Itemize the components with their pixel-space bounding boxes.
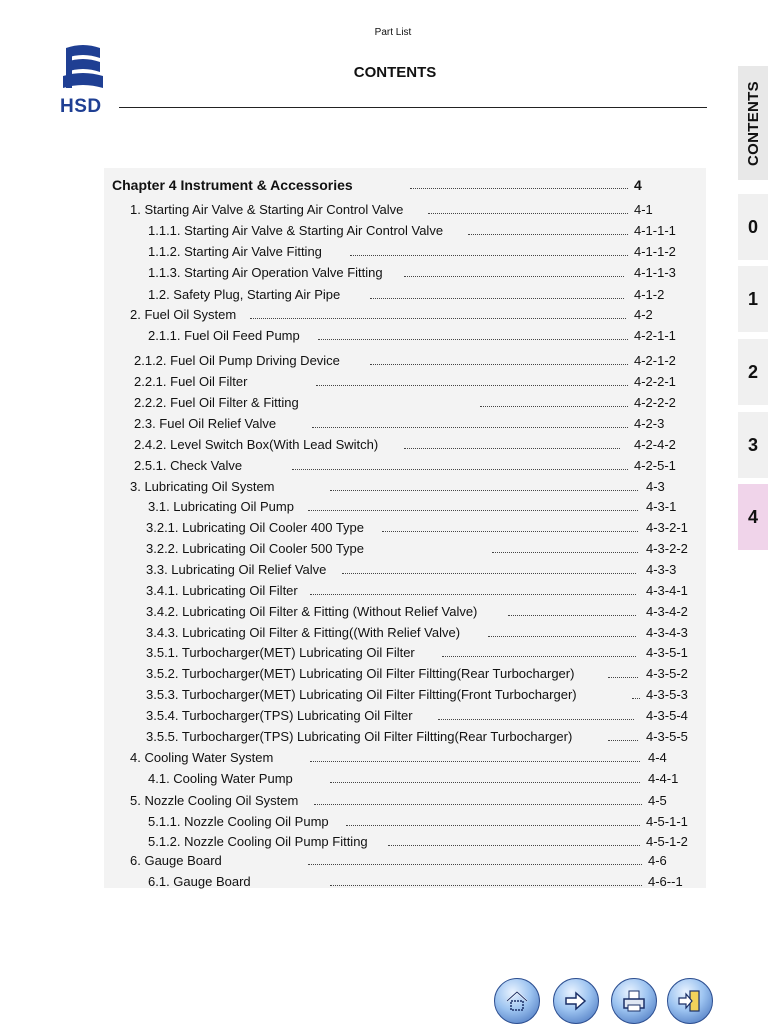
tab-0[interactable] [738,194,768,260]
home-icon [503,987,531,1015]
toc-item[interactable] [146,583,691,601]
logo-text: HSD [60,96,102,117]
tab-label: 4 [747,506,758,527]
toc-label: 3.2.2. Lubricating Oil Cooler 500 Type [146,541,365,556]
toc-item[interactable] [146,666,691,684]
toc-page: 4-1-1-3 [634,265,676,280]
toc-page: 4-1 [634,202,653,217]
toc-page: 4-3-1 [646,499,677,514]
toc-leader [404,265,624,277]
toc-item[interactable] [148,244,693,262]
toc-leader [292,458,628,470]
toc-page: 4-6 [648,853,667,868]
toc-label: 2.1.2. Fuel Oil Pump Driving Device [134,353,340,368]
toc-item[interactable] [148,265,693,283]
exit-button[interactable] [667,978,713,1024]
toc-label: 3.3. Lubricating Oil Relief Valve [146,562,327,577]
toc-leader [404,437,620,449]
toc-leader [308,499,638,511]
toc-leader [480,395,628,407]
toc-page: 4-5-1-2 [646,834,688,849]
toc-leader [410,177,628,189]
toc-label: 6.1. Gauge Board [148,874,251,889]
toc-leader [428,202,628,214]
toc-label: 5.1.2. Nozzle Cooling Oil Pump Fitting [148,834,368,849]
toc-leader [438,708,634,720]
toc-page: 4-2-1-1 [634,328,676,343]
tab-label: 0 [747,216,758,237]
home-button[interactable] [494,978,540,1024]
toc-label: 5.1.1. Nozzle Cooling Oil Pump [148,814,329,829]
toc-page: 4-3-5-3 [646,687,688,702]
toc-item[interactable] [148,223,693,241]
toc-page: 4-3 [646,479,665,494]
toc-leader [314,793,642,805]
tab-1[interactable] [738,266,768,332]
next-button[interactable] [553,978,599,1024]
toc-leader [318,328,628,340]
toc-leader [350,244,628,256]
toc-leader [250,307,626,319]
toc-item[interactable] [148,874,693,892]
toc-item[interactable] [146,541,691,559]
toc-item[interactable] [148,328,693,346]
toc-page: 4-4-1 [648,771,679,786]
toc-page: 4-3-4-2 [646,604,688,619]
toc-leader [488,625,636,637]
toc-label: 3.5.3. Turbocharger(MET) Lubricating Oil Filter Filtting(Front Turbocharger) [146,687,577,702]
toc-label: 3.5.5. Turbocharger(TPS) Lubricating Oil Filter Filtting(Rear Turbocharger) [146,729,573,744]
toc-page: 4-3-5-1 [646,645,688,660]
tab-label: 2 [747,361,758,382]
toc-label: 6. Gauge Board [130,853,222,868]
toc-item[interactable] [146,520,691,538]
toc-leader [442,645,636,657]
tab-contents[interactable] [738,66,768,180]
toc-page: 4-3-4-3 [646,625,688,640]
toc-item[interactable] [146,687,691,705]
toc-item[interactable] [148,499,693,517]
toc-item[interactable] [146,729,691,747]
toc-page: 4-3-5-4 [646,708,688,723]
toc-page: 4-2-3 [634,416,665,431]
toc-page: 4-3-2-1 [646,520,688,535]
toc-item[interactable] [130,202,660,220]
next-icon [562,987,590,1015]
toc-item[interactable] [130,750,690,768]
toc-leader [308,853,642,865]
toc-leader [608,666,638,678]
toc-label: 3.5.4. Turbocharger(TPS) Lubricating Oil Filter [146,708,413,723]
toc-leader [632,687,640,699]
page-title: CONTENTS [353,64,437,81]
toc-label: 2.5.1. Check Valve [134,458,243,473]
exit-icon [676,987,704,1015]
toc-page: 4-2-4-2 [634,437,676,452]
toc-item[interactable] [134,458,694,476]
toc-label: 3.2.1. Lubricating Oil Cooler 400 Type [146,520,365,535]
toc-leader [310,750,640,762]
tab-4[interactable] [738,484,768,550]
toc-label: 1.1.2. Starting Air Valve Fitting [148,244,322,259]
toc-label: 2.1.1. Fuel Oil Feed Pump [148,328,300,343]
toc-label: 1.2. Safety Plug, Starting Air Pipe [148,287,341,302]
toc-leader [330,874,642,886]
toc-label: 3.4.2. Lubricating Oil Filter & Fitting (Without Relief Valve) [146,604,478,619]
toc-item[interactable] [148,287,693,305]
toc-item[interactable] [148,771,693,789]
toc-label: 3. Lubricating Oil System [130,479,275,494]
toc-item[interactable] [130,793,690,811]
toc-leader [346,814,640,826]
toc-page: 4-1-1-2 [634,244,676,259]
toc-page: 4-3-5-2 [646,666,688,681]
toc-page: 4-5-1-1 [646,814,688,829]
header-rule [119,107,707,108]
toc-label: 2.2.2. Fuel Oil Filter & Fitting [134,395,299,410]
toc-item[interactable] [148,814,693,832]
toc-item[interactable] [134,437,694,455]
toc-item[interactable] [130,479,690,497]
toc-label: 3.1. Lubricating Oil Pump [148,499,294,514]
toc-page: 4-5 [648,793,667,808]
toc-item[interactable] [134,353,694,371]
toc-label: 2.4.2. Level Switch Box(With Lead Switch) [134,437,379,452]
toc-label: 2. Fuel Oil System [130,307,237,322]
toc-page: 4-1-1-1 [634,223,676,238]
toc-label: 1. Starting Air Valve & Starting Air Control Valve [130,202,404,217]
toc-item[interactable] [148,834,693,852]
print-icon [620,987,648,1015]
toc-label: 2.2.1. Fuel Oil Filter [134,374,248,389]
toc-leader [508,604,636,616]
toc-page: 4-2-1-2 [634,353,676,368]
toc-item[interactable] [146,604,691,622]
toc-page: 4-3-2-2 [646,541,688,556]
toc-label: 3.5.2. Turbocharger(MET) Lubricating Oil Filter Filtting(Rear Turbocharger) [146,666,575,681]
toc-label: 4.1. Cooling Water Pump [148,771,293,786]
tab-label: 3 [747,434,758,455]
toc-item[interactable] [134,416,694,434]
toc-label: 1.1.1. Starting Air Valve & Starting Air Control Valve [148,223,444,238]
toc-item[interactable] [130,307,675,325]
toc-leader [608,729,638,741]
toc-leader [330,771,640,783]
toc-page: 4-3-4-1 [646,583,688,598]
toc-page: 4-3-5-5 [646,729,688,744]
tab-label: CONTENTS [744,80,762,166]
toc-page: 4-2 [634,307,653,322]
toc-page: 4-4 [648,750,667,765]
toc-item[interactable] [146,625,691,643]
toc-page: 4 [634,177,642,193]
toc-page: 4-6--1 [648,874,683,889]
toc-leader [342,562,636,574]
toc-leader [468,223,628,235]
toc-page: 4-1-2 [634,287,665,302]
toc-label: 5. Nozzle Cooling Oil System [130,793,299,808]
toc-item[interactable] [146,562,691,580]
toc-label: 4. Cooling Water System [130,750,274,765]
toc-label: 3.4.3. Lubricating Oil Filter & Fitting((With Relief Valve) [146,625,461,640]
toc-leader [370,353,628,365]
toc-label: 3.5.1. Turbocharger(MET) Lubricating Oil Filter [146,645,415,660]
toc-label: 2.3. Fuel Oil Relief Valve [134,416,277,431]
print-button[interactable] [611,978,657,1024]
toc-page: 4-3-3 [646,562,677,577]
toc-leader [370,287,624,299]
tab-2[interactable] [738,339,768,405]
tab-3[interactable] [738,412,768,478]
toc-page: 4-2-5-1 [634,458,676,473]
toc-leader [316,374,628,386]
toc-leader [310,583,636,595]
toc-leader [388,834,640,846]
toc-leader [330,479,638,491]
toc-leader [382,520,638,532]
toc-item[interactable] [146,645,691,663]
toc-label: 1.1.3. Starting Air Operation Valve Fitting [148,265,383,280]
toc-page: 4-2-2-2 [634,395,676,410]
toc-item[interactable] [134,374,694,392]
toc-item[interactable] [130,853,690,871]
toc-leader [492,541,638,553]
toc-item[interactable] [146,708,691,726]
toc-item[interactable] [134,395,694,413]
toc-label: 3.4.1. Lubricating Oil Filter [146,583,298,598]
toc-label: Chapter 4 Instrument & Accessories [112,177,353,193]
toc-chapter[interactable] [112,177,642,195]
toc-page: 4-2-2-1 [634,374,676,389]
tab-label: 1 [747,288,758,309]
header-small-title: Part List [374,27,412,38]
toc-leader [312,416,628,428]
